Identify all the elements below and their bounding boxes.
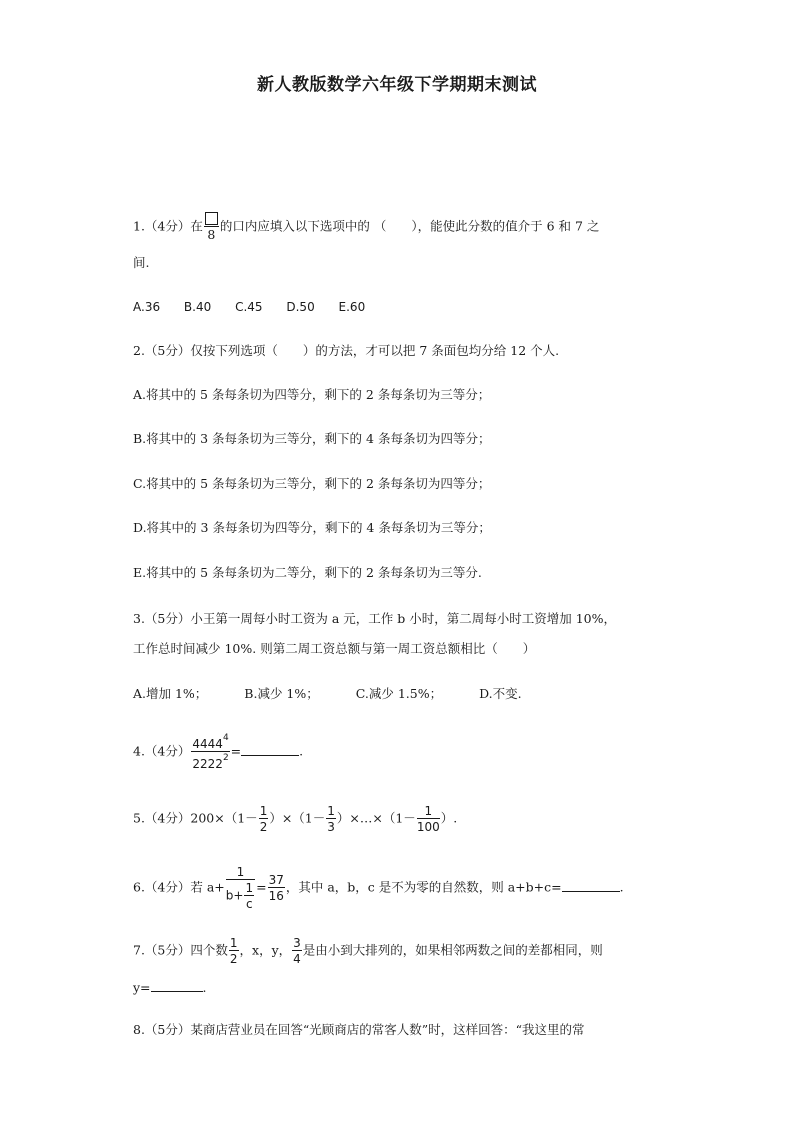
q4-numerator-exponent: 4 [222, 733, 229, 743]
q6-rhs-denominator: 16 [268, 889, 284, 903]
question-1 [133, 212, 599, 242]
q1-option: C.45 [235, 300, 263, 314]
q7-fraction-numerator: 3 [293, 936, 301, 950]
q4-denominator: 2222 [192, 757, 223, 771]
q5-end: ）. [440, 810, 458, 826]
q5-fraction [259, 805, 269, 833]
q1-option: A.36 [133, 300, 161, 314]
q3-options [133, 684, 522, 704]
q5-fraction-numerator: 1 [259, 804, 268, 818]
q4-fraction [191, 734, 229, 770]
q6-rhs-numerator: 37 [268, 873, 284, 887]
q1-option: D.50 [286, 300, 315, 314]
q7-fraction [229, 937, 239, 965]
q3-option: C.减少 1.5%； [355, 686, 443, 701]
q5-mid: ）×（1－ [269, 810, 326, 826]
q4-suffix: . [299, 743, 304, 759]
q4-numerator: 4444 [192, 737, 223, 751]
question-7 [133, 937, 603, 965]
q7-mid: ，x，y， [239, 942, 292, 958]
q1-fraction [204, 212, 219, 242]
q1-text: 的口内应填入以下选项中的 （ ），能使此分数的值介于 6 和 7 之 [219, 218, 600, 234]
q2-option: C.将其中的 5 条每条切为三等分，剩下的 2 条每条切为四等分； [133, 476, 491, 491]
question-8: 8.（5分）某商店营业员在回答“光顾商店的常客人数”时，这样回答：“我这里的常 [133, 1022, 585, 1037]
q7-text: 是由小到大排列的，如果相邻两数之间的差都相同，则 [302, 942, 603, 958]
q6-text: ，其中 a，b，c 是不为零的自然数，则 a+b+c= [285, 879, 562, 895]
q6-suffix: . [619, 879, 624, 895]
q1-fraction-denominator: 8 [207, 227, 216, 242]
q7-fraction-numerator: 1 [229, 936, 238, 950]
blank-box-icon [205, 212, 218, 225]
q1-option: E.60 [338, 300, 366, 314]
question-2: 2.（5分）仅按下列选项（ ）的方法，才可以把 7 条面包均分给 12 个人. [133, 343, 560, 358]
document-title: 新人教版数学六年级下学期期末测试 [257, 75, 537, 95]
q6-continued-fraction [226, 866, 255, 910]
question-6 [133, 866, 624, 910]
q7-suffix: . [202, 980, 207, 995]
q5-fraction-denominator: 2 [259, 820, 268, 834]
q4-denominator-exponent: 2 [222, 753, 229, 763]
answer-blank[interactable] [151, 979, 203, 992]
q5-prefix: 5.（4分） [133, 810, 191, 826]
q2-option: A.将其中的 5 条每条切为四等分，剩下的 2 条每条切为三等分； [133, 387, 491, 402]
q5-fraction [326, 805, 336, 833]
question-7-cont [133, 978, 207, 998]
q3-option: D.不变. [479, 686, 522, 701]
q6-prefix: 6.（4分）若 a+ [133, 879, 225, 895]
q2-option: B.将其中的 3 条每条切为三等分，剩下的 4 条每条切为四等分； [133, 431, 491, 446]
q7-fraction-denominator: 4 [293, 952, 301, 966]
q7-line2: y= [133, 980, 151, 995]
q4-prefix: 4.（4分） [133, 743, 191, 759]
q3-option: A.增加 1%； [133, 686, 208, 701]
q3-option: B.减少 1%； [244, 686, 319, 701]
q1-options [133, 297, 365, 317]
q6-rhs-fraction [268, 874, 285, 902]
q5-mid: ）×…×（1－ [336, 810, 416, 826]
q2-option: E.将其中的 5 条每条切为二等分，剩下的 2 条每条切为三等分. [133, 565, 482, 580]
q4-equals: = [230, 743, 242, 759]
question-5 [133, 805, 457, 833]
question-3: 3.（5分）小王第一周每小时工资为 a 元，工作 b 小时，第二周每小时工资增加 10%， [133, 611, 616, 626]
q1-prefix: 1.（4分）在 [133, 218, 203, 234]
q5-fraction-denominator: 3 [327, 820, 335, 834]
q5-fraction-denominator: 100 [416, 820, 440, 834]
q1-continuation: 间. [133, 255, 150, 270]
q5-fraction-numerator: 1 [327, 804, 335, 818]
q1-option: B.40 [183, 300, 212, 314]
q5-fraction-numerator: 1 [417, 805, 440, 819]
q6-inner-denominator: c [245, 897, 253, 911]
q6-inner-fraction [244, 882, 254, 910]
question-3-cont: 工作总时间减少 10%. 则第二周工资总额与第一周工资总额相比（ ） [133, 641, 536, 656]
q5-fraction [417, 805, 440, 833]
answer-blank[interactable] [241, 743, 299, 756]
q6-equals: = [256, 879, 267, 895]
q5-lead: 200×（1－ [190, 810, 258, 826]
q7-fraction-denominator: 2 [229, 952, 238, 966]
q2-option: D.将其中的 3 条每条切为四等分，剩下的 4 条每条切为三等分； [133, 520, 491, 535]
q6-inner-b: b+ [225, 888, 244, 903]
q7-fraction [292, 937, 302, 965]
answer-blank[interactable] [562, 879, 620, 892]
question-4 [133, 734, 303, 770]
q6-inner-numerator: 1 [245, 881, 254, 895]
q6-numerator: 1 [226, 866, 255, 880]
q7-prefix: 7.（5分）四个数 [133, 942, 228, 958]
